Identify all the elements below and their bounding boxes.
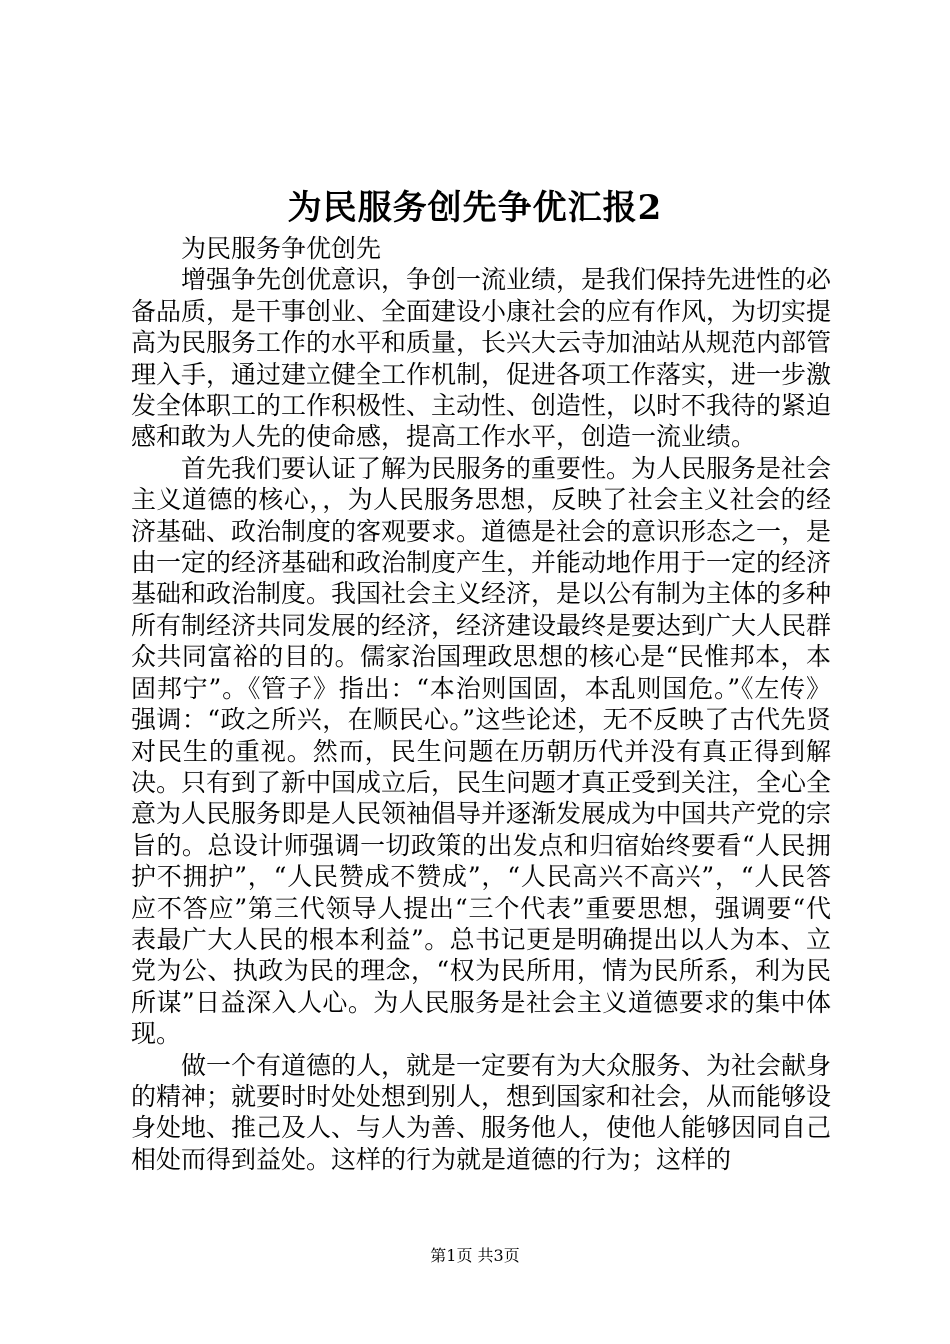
paragraph-2: 首先我们要认证了解为民服务的重要性。为人民服务是社会主义道德的核心，，为人民服务思想，反映了社会主义社会的经济基础、政治制度的客观要求。道德是社会的意识形态之一，是由一定的经济基础和政治制度产生，并能动地作用于一定的经济基础和政治制度。我国社会主义经济，是以公有制为主体的多种所有制经济共同发展的经济，经济建设最终是要达到广大人民群众共同富裕的目的。儒家治国理政思想的核心是“民惟邦本，本固邦宁”。《管子》指出：“本治则国固，本乱则国危。”《左传》强调：“政之所兴，在顺民心。”这些论述，无不反映了古代先贤对民生的重视。然而，民生问题在历朝历代并没有真正得到解决。只有到了新中国成立后，民生问题才真正受到关注，全心全意为人民服务即是人民领袖倡导并逐渐发展成为中国共产党的宗旨的。总设计师强调一切政策的出发点和归宿始终要看“人民拥护不拥护”，“人民赞成不赞成”，“人民高兴不高兴”，“人民答应不答应”第三代领导人提出“三个代表”重要思想，强调要“代表最广大人民的根本利益”。总书记更是明确提出以人为本、立党为公、执政为民的理念，“权为民所用，情为民所系，利为民所谋”日益深入人心。为人民服务是社会主义道德要求的集中体现。	[131, 453, 832, 1049]
page-footer: 第1页 共3页	[430, 1246, 520, 1265]
paragraph-1: 增强争先创优意识，争创一流业绩，是我们保持先进性的必备品质，是干事创业、全面建设小康社会的应有作风，为切实提高为民服务工作的水平和质量，长兴大云寺加油站从规范内部管理入手，通过建立健全工作机制，促进各项工作落实，进一步激发全体职工的工作积极性、主动性、创造性，以时不我待的紧迫感和敢为人先的使命感，提高工作水平，创造一流业绩。	[131, 265, 832, 452]
document-subtitle: 为民服务争优创先	[181, 234, 382, 263]
document-body	[131, 233, 831, 1175]
paragraph-3: 做一个有道德的人，就是一定要有为大众服务、为社会献身的精神；就要时时处处想到别人，想到国家和社会，从而能够设身处地、推己及人、与人为善、服务他人，使他人能够因同自己相处而得到益处。这样的行为就是道德的行为；这样的	[131, 1050, 832, 1174]
document-title: 为民服务创先争优汇报2	[287, 188, 663, 228]
